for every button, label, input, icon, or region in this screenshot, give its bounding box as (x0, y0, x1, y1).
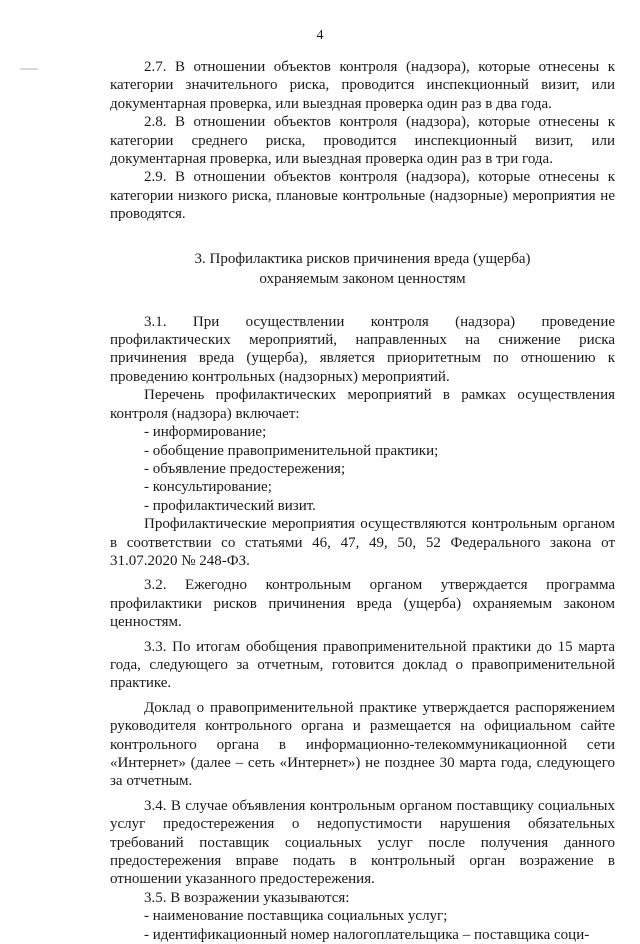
list-item: - наименование поставщика социальных услуг; (144, 908, 448, 925)
paragraph-3-3: 3.3. По итогам обобщения правоприменительной практики до 15 марта года, следующего за отчетным, готовится доклад о правоприменительной практике. (110, 638, 615, 692)
list-item: - объявление предостережения; (144, 460, 346, 477)
paragraph-after-list: Профилактические мероприятия осуществляются контрольным органом в соответствии со статьями 46, 47, 49, 50, 52 Федерального закона от 31.07.2020 № 248-ФЗ. (110, 516, 615, 569)
section-heading (110, 249, 615, 289)
paragraph-report: Доклад о правоприменительной практике утверждается распоряжением руководителя контрольного органа и размещается на официальном сайте контрольного органа в информационно-телекоммуникационной сети «Интернет» (далее – сеть «Интернет») не позднее 30 марта года, следующего за отчетным. (110, 699, 615, 790)
paragraph-3-2: 3.2. Ежегодно контрольным органом утверждается программа профилактики рисков причинения вреда (ущерба) охраняемым законом ценностям. (110, 577, 615, 631)
document-body (110, 58, 615, 944)
paragraph-3-1: 3.1. При осуществлении контроля (надзора) проведение профилактических мероприятий, направленных на снижение риска причинения вреда (ущерба), является приоритетным по отношению к проведению контрольных (надзорных) мероприятий. (110, 313, 615, 385)
list-item: - информирование; (144, 424, 267, 441)
list-item: - консультирование; (144, 479, 272, 496)
page-number: 4 (316, 28, 324, 43)
list-item: - профилактический визит. (144, 497, 316, 514)
paragraph-list-intro: Перечень профилактических мероприятий в рамках осуществления контроля (надзора) включает: (110, 387, 615, 422)
section-heading-line-1: 3. Профилактика рисков причинения вреда (ущерба) (194, 250, 531, 267)
scan-artifact (20, 68, 38, 70)
list-item: - обобщение правоприменительной практики; (144, 442, 439, 459)
paragraph-2-7: 2.7. В отношении объектов контроля (надзора), которые отнесены к категории значительного риска, проводится инспекционный визит, или документарная проверка, или выездная проверка один раз в два года. (110, 59, 615, 112)
paragraph-2-9: 2.9. В отношении объектов контроля (надзора), которые отнесены к категории низкого риска, плановые контрольные (надзорные) мероприятия не проводятся. (110, 169, 615, 223)
paragraph-2-8: 2.8. В отношении объектов контроля (надзора), которые отнесены к категории среднего риска, проводится инспекционный визит, или документарная проверка, или выездная проверка один раз в три года. (110, 114, 615, 168)
paragraph-3-4: 3.4. В случае объявления контрольным органом поставщику социальных услуг предостережения о недопустимости нарушения обязательных требований поставщик социальных услуг после получения данного предостережения вправе подать в контрольный орган возражение в отношении указанного предостережения. (110, 797, 615, 888)
list-item: - идентификационный номер налогоплательщика – поставщика соци- (144, 926, 590, 943)
paragraph-3-5: 3.5. В возражении указываются: (144, 889, 350, 906)
section-heading-line-2: охраняемым законом ценностям (259, 270, 466, 287)
